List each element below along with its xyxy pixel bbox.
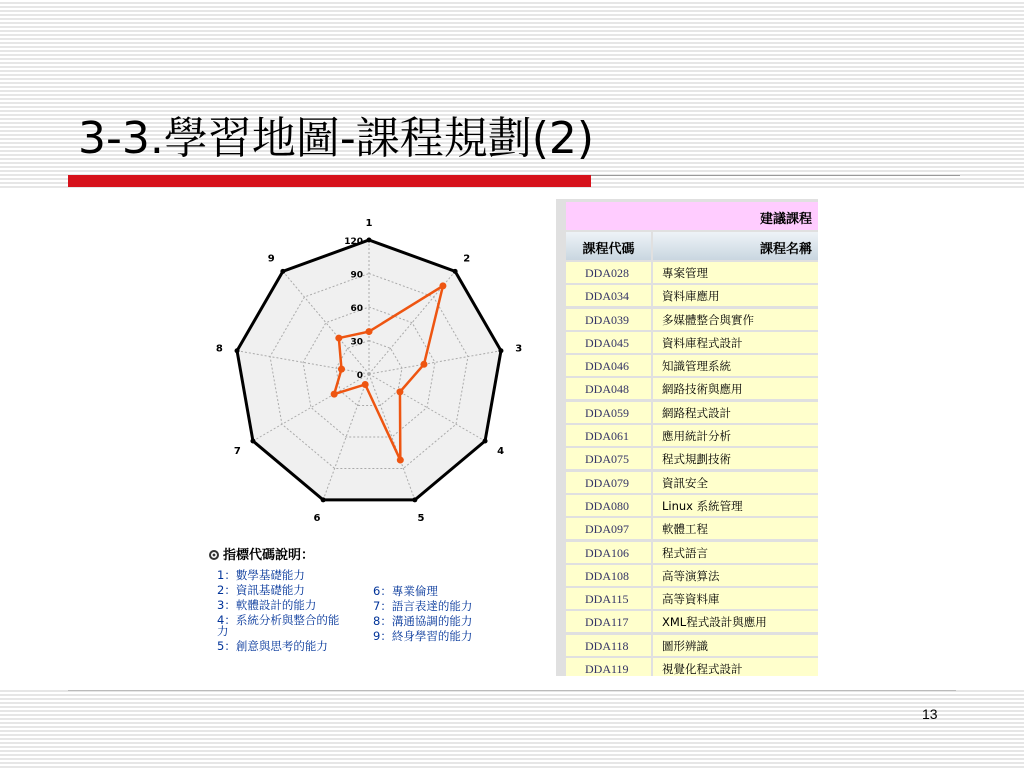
course-name-cell: 資料庫應用 (653, 285, 818, 306)
radar-data-point (420, 361, 427, 368)
course-code-cell: DDA075 (566, 448, 651, 469)
table-row (566, 611, 818, 632)
table-row (566, 425, 818, 446)
table-row (566, 542, 818, 563)
radar-scale-label: 90 (350, 270, 363, 281)
legend-item: 4：系統分析與整合的能 (217, 613, 340, 627)
course-name-cell: 資訊安全 (653, 472, 818, 493)
course-name-cell: 網路程式設計 (653, 402, 818, 423)
radar-scale-label: 60 (350, 304, 363, 314)
radar-vertex-dot (367, 238, 372, 243)
radar-chart (209, 202, 526, 542)
radar-vertex-dot (250, 439, 255, 444)
legend-item: 5：創意與思考的能力 (217, 639, 328, 653)
table-row (566, 262, 818, 283)
legend-item: 8：溝通協調的能力 (373, 614, 473, 628)
radar-axis-label: 7 (233, 446, 241, 457)
course-name-cell: 圖形辨識 (653, 635, 818, 656)
radar-vertex-dot (483, 439, 488, 444)
radar-axis-label: 1 (365, 218, 373, 229)
table-row (566, 378, 818, 399)
radar-vertex-dot (453, 269, 458, 274)
course-code-cell: DDA059 (566, 402, 651, 423)
table-body (566, 262, 818, 676)
bullet-icon (209, 550, 219, 560)
course-code-cell: DDA046 (566, 355, 651, 376)
course-code-cell: DDA106 (566, 542, 651, 563)
page-number: 13 (922, 706, 938, 722)
radar-axis-label: 2 (463, 253, 471, 265)
course-code-cell: DDA028 (566, 262, 651, 283)
course-code-cell: DDA034 (566, 285, 651, 306)
radar-scale-label: 120 (344, 237, 363, 247)
course-name-cell: 專案管理 (653, 262, 818, 283)
table-row (566, 495, 818, 516)
radar-scale-label: 0 (356, 371, 363, 381)
table-row (566, 565, 818, 586)
legend-item: 2：資訊基礎能力 (217, 583, 305, 597)
radar-data-point (439, 282, 446, 289)
radar-vertex-dot (321, 497, 326, 502)
course-code-cell: DDA119 (566, 658, 651, 676)
course-name-cell: 高等演算法 (653, 565, 818, 586)
radar-vertex-dot (235, 348, 240, 353)
legend-item: 力 (217, 624, 229, 638)
course-name-cell: 視覺化程式設計 (653, 658, 818, 676)
course-table (556, 199, 818, 676)
table-row (566, 309, 818, 330)
radar-data-point (331, 391, 338, 398)
legend-left-column (217, 568, 357, 654)
course-name-cell: 知識管理系統 (653, 355, 818, 376)
course-code-cell: DDA045 (566, 332, 651, 353)
radar-scale-label: 30 (350, 337, 363, 348)
legend-item: 9：終身學習的能力 (373, 629, 473, 643)
course-name-cell: 高等資料庫 (653, 588, 818, 609)
table-row (566, 635, 818, 656)
slide-title: 3-3.學習地圖-課程規劃(2) (78, 113, 595, 164)
course-name-cell: 多媒體整合與實作 (653, 309, 818, 330)
radar-data-point (335, 335, 342, 342)
radar-axis-label: 3 (515, 343, 523, 355)
footer-divider-line (68, 690, 956, 691)
radar-axis-label: 4 (497, 446, 505, 457)
course-name-cell: 程式規劃技術 (653, 448, 818, 469)
course-code-cell: DDA048 (566, 378, 651, 399)
legend-item: 7：語言表達的能力 (373, 599, 473, 613)
table-header-title: 建議課程 (759, 212, 812, 227)
legend-item: 1：數學基礎能力 (217, 568, 305, 582)
table-row (566, 285, 818, 306)
course-name-cell: Linux 系統管理 (653, 495, 818, 516)
legend-right-column (373, 584, 523, 644)
course-name-cell: XML程式設計與應用 (653, 611, 818, 632)
table-row (566, 332, 818, 353)
course-code-cell: DDA039 (566, 309, 651, 330)
course-code-cell: DDA079 (566, 472, 651, 493)
table-row (566, 518, 818, 539)
course-name-cell: 網路技術與應用 (653, 378, 818, 399)
radar-data-point (396, 388, 403, 395)
table-row (566, 588, 818, 609)
course-name-cell: 應用統計分析 (653, 425, 818, 446)
table-header (566, 202, 818, 230)
legend-title-text: 指標代碼說明： (223, 548, 315, 563)
table-row (566, 448, 818, 469)
column-header-code: 課程代碼 (566, 232, 651, 260)
table-row (566, 355, 818, 376)
course-code-cell: DDA080 (566, 495, 651, 516)
course-code-cell: DDA118 (566, 635, 651, 656)
table-row (566, 472, 818, 493)
radar-chart-panel (209, 202, 526, 672)
radar-data-point (366, 328, 373, 335)
radar-axis-label: 9 (267, 253, 275, 265)
course-code-cell: DDA097 (566, 518, 651, 539)
radar-axis-label: 8 (215, 343, 223, 355)
course-name-cell: 資料庫程式設計 (653, 332, 818, 353)
column-header-name: 課程名稱 (653, 232, 818, 260)
course-name-cell: 軟體工程 (653, 518, 818, 539)
radar-vertex-dot (280, 269, 285, 274)
radar-data-point (397, 457, 404, 464)
radar-axis-label: 6 (313, 512, 321, 524)
course-code-cell: DDA115 (566, 588, 651, 609)
legend-title (209, 544, 314, 563)
course-code-cell: DDA108 (566, 565, 651, 586)
radar-axis-label: 5 (417, 512, 425, 524)
course-name-cell: 程式語言 (653, 542, 818, 563)
title-underline-bar (68, 175, 591, 187)
title-divider-line (591, 175, 960, 176)
legend-item: 3：軟體設計的能力 (217, 598, 317, 612)
radar-vertex-dot (412, 497, 417, 502)
radar-vertex-dot (498, 348, 503, 353)
radar-data-point (362, 381, 369, 388)
course-code-cell: DDA061 (566, 425, 651, 446)
legend-item: 6：專業倫理 (373, 584, 438, 598)
table-row (566, 402, 818, 423)
radar-data-point (338, 366, 345, 373)
table-row (566, 658, 818, 676)
course-code-cell: DDA117 (566, 611, 651, 632)
